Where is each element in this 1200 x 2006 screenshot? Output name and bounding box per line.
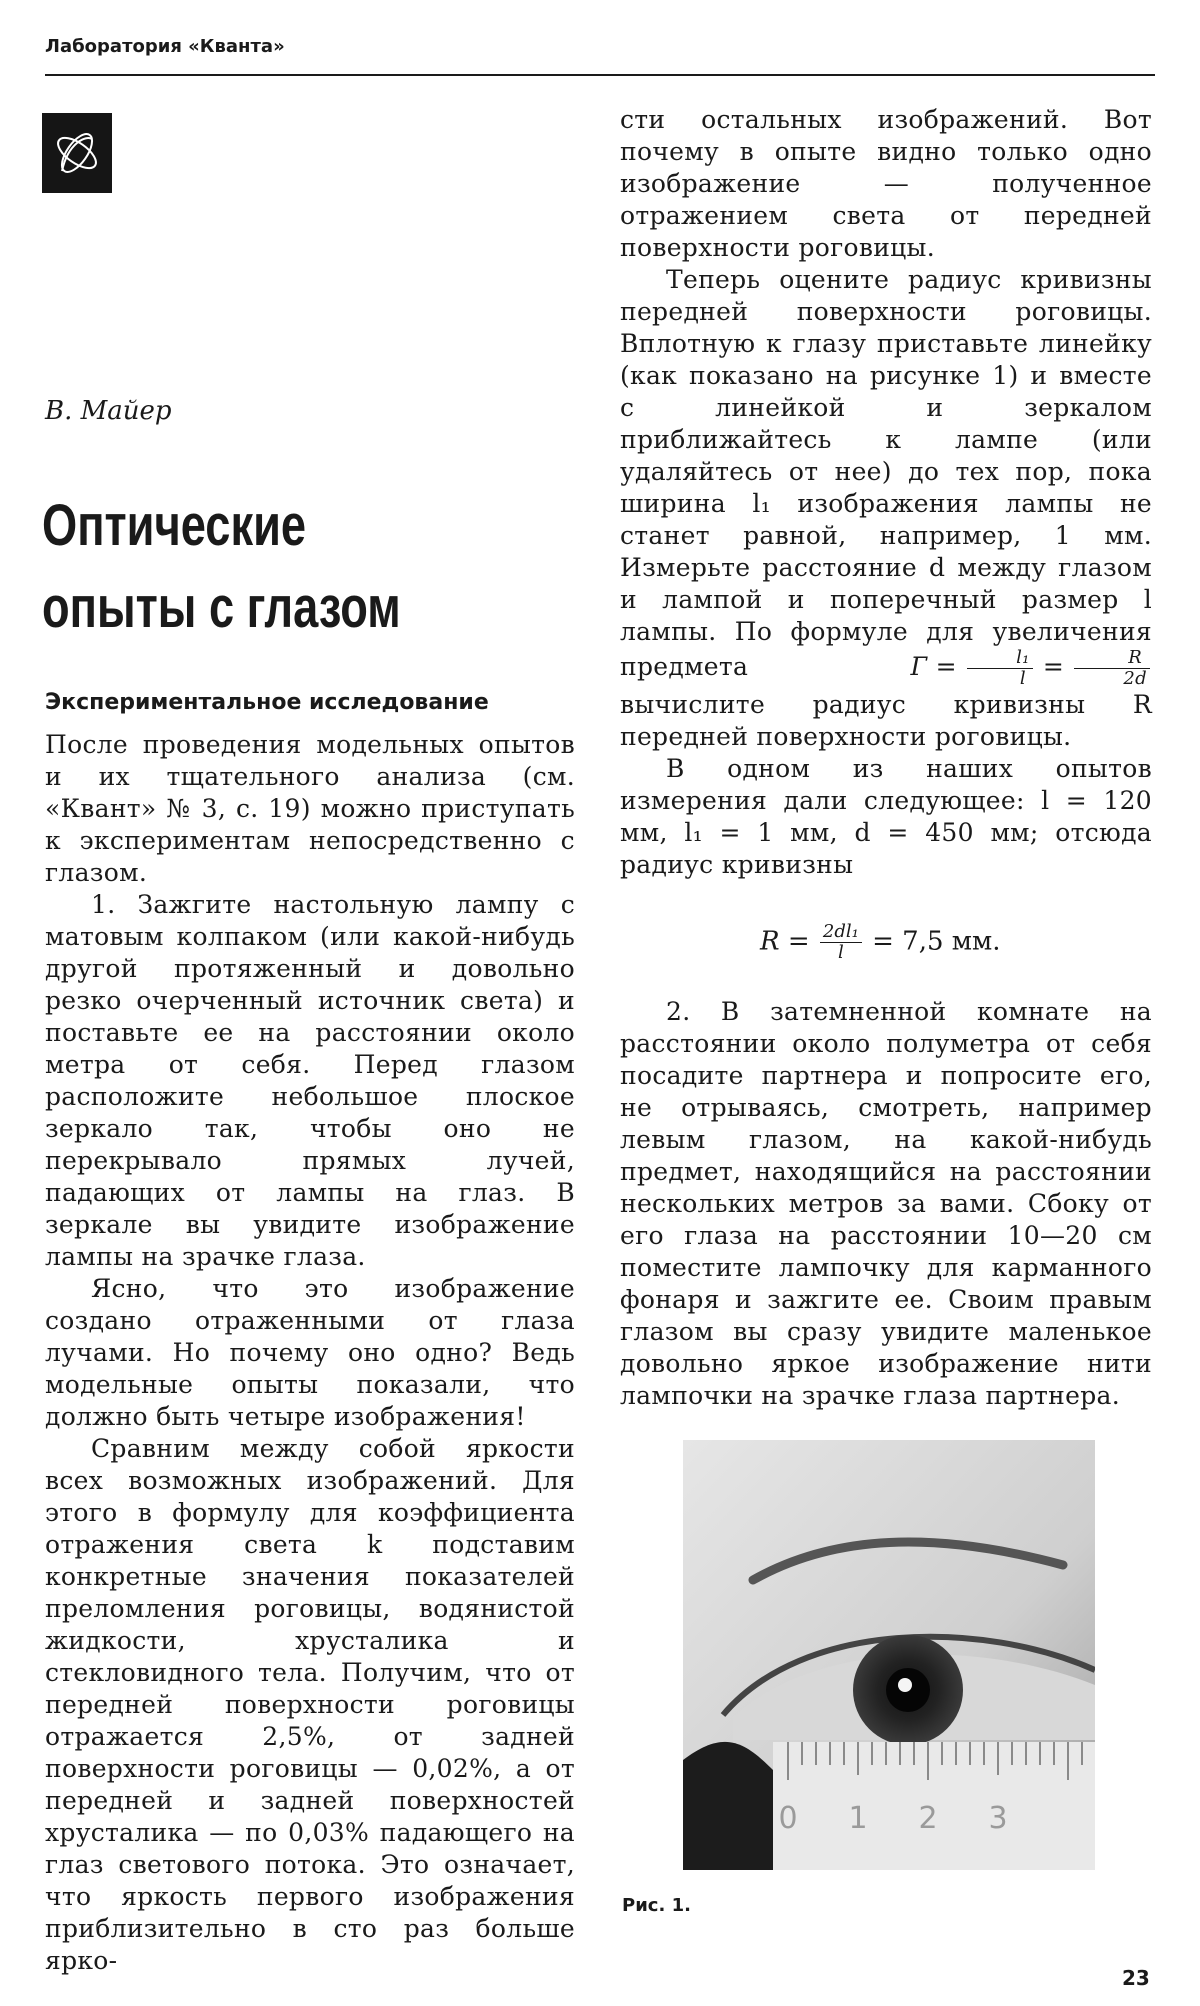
- paragraph: Ясно, что это изображение создано отраженными от глаза лучами. Но почему оно одно? Ведь модельные опыты показали, что должно быть четыре изображения!: [45, 1274, 575, 1431]
- article-title: [42, 485, 401, 649]
- paragraph: Сравним между собой яркости всех возможных изображений. Для этого в формулу для коэффициента отражения света k подставим конкретные значения показателей преломления роговицы, водянистой жидкости, хрусталика и стекловидного тела. Получим, что от передней поверхности роговицы отражается 2,5%, от задней поверхности роговицы — 0,02%, а от передней и задней поверхностей хрусталика — по 0,03% падающего на глаз светового потока. Это означает, что яркость первого изображения приблизительно в сто раз больше ярко-: [45, 1434, 575, 1975]
- figure-caption: Рис. 1.: [622, 1895, 691, 1916]
- right-column-top: [620, 104, 1152, 881]
- fraction-numerator: R: [1074, 648, 1150, 669]
- paragraph: 2. В затемненной комнате на расстоянии около полуметра от себя посадите партнера и попросите его, не отрываясь, смотреть, например левым глазом, на какой-нибудь предмет, находящийся на расстоянии нескольких метров за вами. Сбоку от его глаза на расстоянии 10—20 см поместите лампочку для карманного фонаря и зажгите ее. Своим правым глазом вы сразу увидите маленькое довольно яркое изображение нити лампочки на зрачке глаза партнера.: [620, 997, 1152, 1410]
- paragraph: сти остальных изображений. Вот почему в опыте видно только одно изображение — полученное отражением света от передней поверхности роговицы.: [620, 105, 1152, 262]
- paragraph: В одном из наших опытов измерения дали следующее: l = 120 мм, l₁ = 1 мм, d = 450 мм; отсюда радиус кривизны: [620, 754, 1152, 879]
- shadow: [683, 1742, 773, 1870]
- ruler: [773, 1742, 1095, 1870]
- fraction-numerator: 2dl₁: [820, 922, 862, 943]
- title-line-2: опыты с глазом: [42, 575, 401, 640]
- lamp-reflection: [898, 1678, 912, 1692]
- right-column-bottom: [620, 996, 1152, 1412]
- fraction-denominator: 2d: [1123, 668, 1147, 689]
- formula-lhs: R =: [760, 926, 810, 957]
- paragraph: [620, 264, 1152, 753]
- paragraph-text: вычислите радиус кривизны R передней поверхности роговицы.: [620, 690, 1152, 751]
- ruler-number: 1: [848, 1801, 868, 1836]
- formula-rhs: = 7,5 мм.: [872, 926, 1001, 957]
- subheading: Экспериментальное исследование: [45, 690, 489, 715]
- section-header: Лаборатория «Кванта»: [45, 36, 285, 57]
- fraction: [820, 922, 862, 963]
- page-number: 23: [1122, 1966, 1150, 1990]
- paragraph: После проведения модельных опытов и их тщательного анализа (см. «Квант» № 3, с. 19) можно приступать к экспериментам непосредственно с глазом.: [45, 730, 575, 887]
- ruler-number: 3: [988, 1801, 1008, 1836]
- header-rule: [45, 74, 1155, 76]
- paragraph: 1. Зажгите настольную лампу с матовым колпаком (или какой-нибудь другой протяженный и довольно резко очерченный источник света) и поставьте ее на расстоянии около метра от себя. Перед глазом расположите небольшое плоское зеркало так, чтобы оно не перекрывало прямых лучей, падающих от лампы на глаз. В зеркале вы увидите изображение лампы на зрачке глаза.: [45, 890, 575, 1271]
- fraction: [967, 648, 1033, 689]
- paragraph-text: Теперь оцените радиус кривизны передней поверхности роговицы. Вплотную к глазу приставьте линейку (как показано на рисунке 1) и вместе с линейкой и зеркалом приближайтесь к лампе (или удаляйтесь от нее) до тех пор, пока ширина l₁ изображения лампы не станет равной, например, 1 мм. Измерьте расстояние d между глазом и лампой и поперечный размер l лампы. По формуле для увеличения предмета: [620, 265, 1152, 681]
- formula-equals: =: [1042, 652, 1065, 681]
- eye-photo: [683, 1440, 1095, 1870]
- fraction-denominator: l: [1019, 668, 1026, 689]
- magnification-formula: [864, 648, 1152, 689]
- fraction: [1074, 648, 1150, 689]
- formula-gamma: Г =: [910, 652, 957, 681]
- fraction-denominator: l: [838, 942, 844, 963]
- ruler-number: 2: [918, 1801, 938, 1836]
- fraction-numerator: l₁: [967, 648, 1033, 669]
- author: В. Майер: [45, 396, 172, 426]
- radius-formula: [760, 922, 1001, 963]
- ruler-number: 0: [778, 1801, 798, 1836]
- left-column: [45, 729, 575, 1977]
- title-line-1: Оптические: [42, 493, 307, 558]
- kvant-logo-icon: [42, 113, 112, 193]
